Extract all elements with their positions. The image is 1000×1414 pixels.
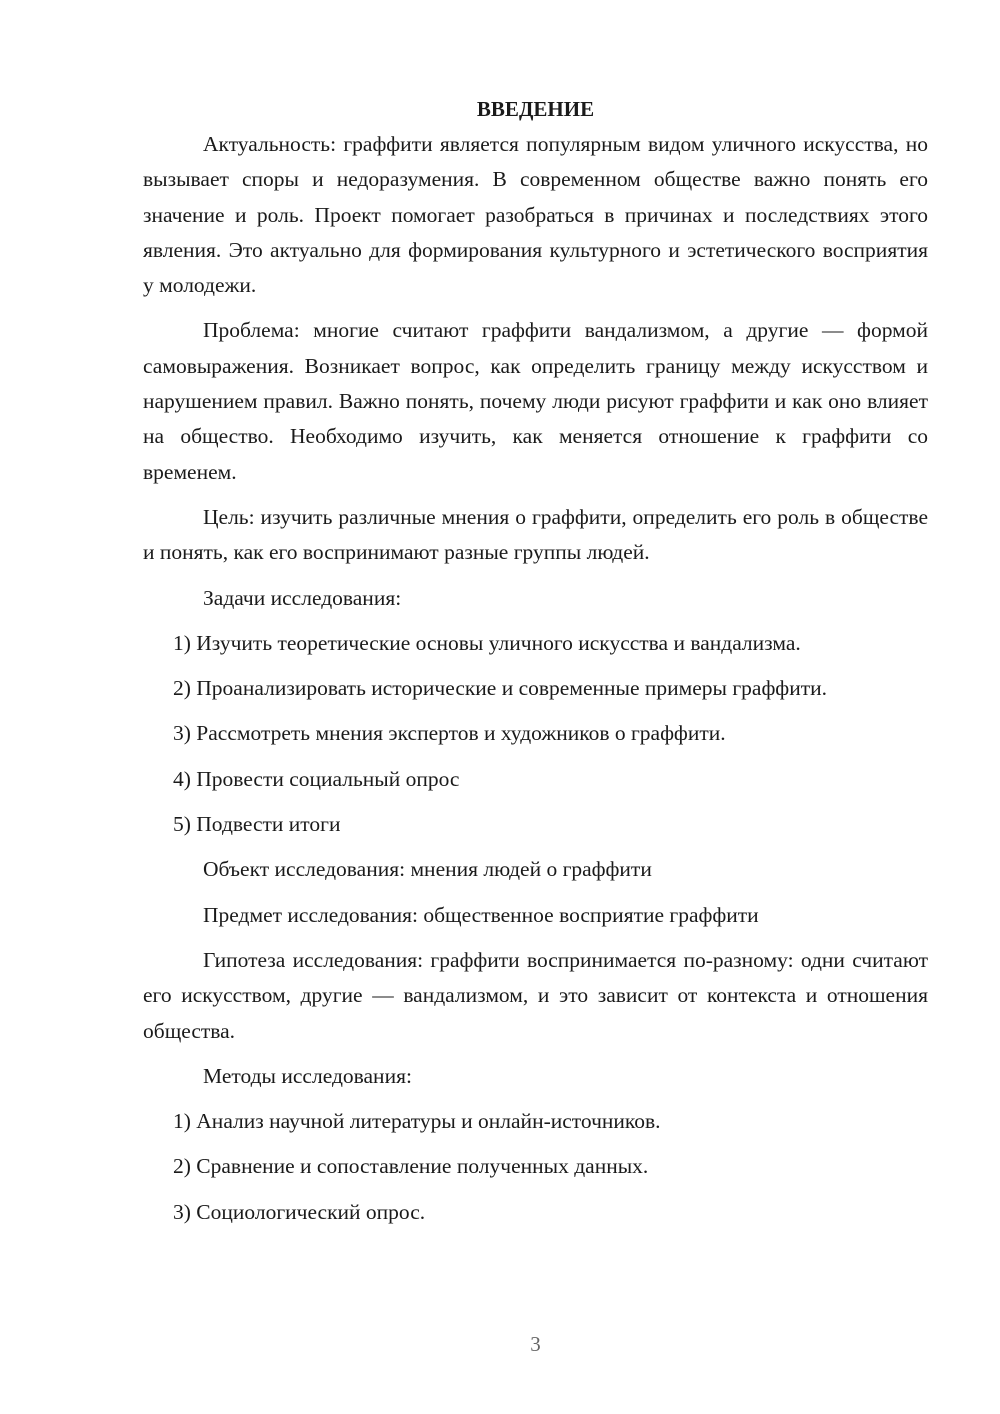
section-heading: ВВЕДЕНИЕ (476, 97, 595, 121)
task-item: 5) Подвести итоги (173, 812, 341, 837)
method-item: 2) Сравнение и сопоставление полученных данных. (173, 1154, 649, 1179)
method-item: 3) Социологический опрос. (173, 1199, 426, 1224)
page-number: 3 (530, 1332, 541, 1356)
goal-paragraph: Цель: изучить различные мнения о граффити, определить его роль в обществе и понять, как его воспринимают разные группы людей. (143, 504, 928, 565)
task-item: 1) Изучить теоретические основы уличного искусства и вандализма. (173, 630, 801, 655)
tasks-label: Задачи исследования: (203, 585, 402, 610)
task-item: 3) Рассмотреть мнения экспертов и художников о граффити. (173, 721, 726, 746)
problem-paragraph: Проблема: многие считают граффити вандализмом, а другие — формой самовыражения. Возникает вопрос, как определить границу между искусством и нарушением правил. Важно понять, почему люди рисуют граффити и как оно влияет на общество. Необходимо изучить, как меняется отношение к граффити со временем. (143, 318, 928, 484)
method-item: 1) Анализ научной литературы и онлайн-источников. (173, 1109, 661, 1134)
document-page (143, 94, 928, 1240)
task-item: 4) Провести социальный опрос (173, 766, 460, 791)
hypothesis-paragraph: Гипотеза исследования: граффити воспринимается по-разному: одни считают его искусством, другие — вандализмом, и это зависит от контекста и отношения общества. (143, 947, 928, 1043)
relevance-paragraph: Актуальность: граффити является популярным видом уличного искусства, но вызывает споры и недоразумения. В современном обществе важно понять его значение и роль. Проект помогает разобраться в причинах и последствиях этого явления. Это актуально для формирования культурного и эстетического восприятия у молодежи. (143, 132, 928, 298)
task-item: 2) Проанализировать исторические и современные примеры граффити. (173, 676, 827, 701)
subject-paragraph: Предмет исследования: общественное восприятие граффити (203, 902, 759, 927)
object-paragraph: Объект исследования: мнения людей о граффити (203, 857, 652, 882)
methods-label: Методы исследования: (203, 1063, 412, 1088)
